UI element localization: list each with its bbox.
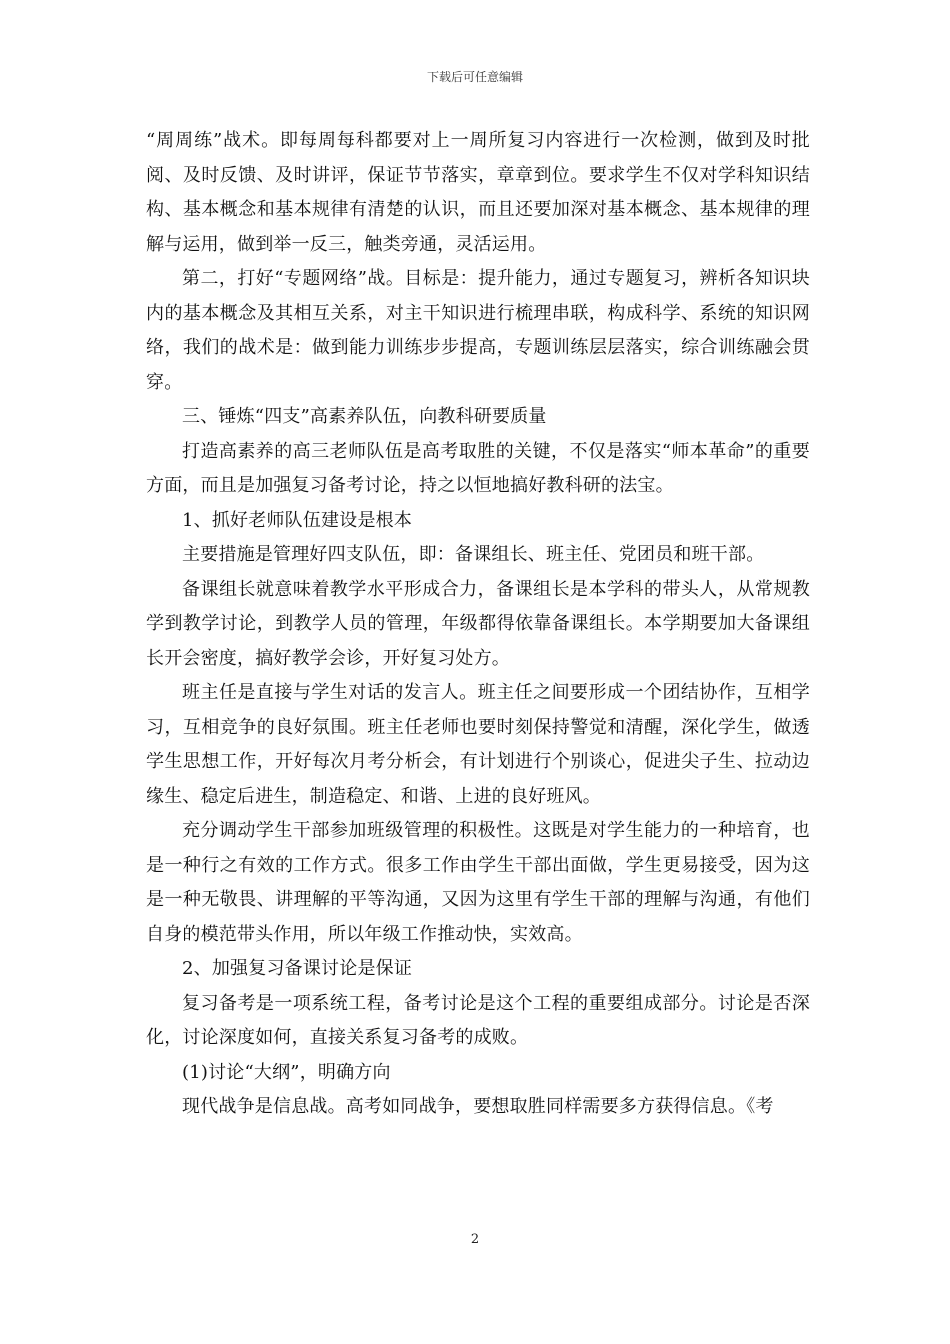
paragraph: 第二，打好“专题网络”战。目标是：提升能力，通过专题复习，辨析各知识块内的基本概念及其相互关系，对主干知识进行梳理串联，构成科学、系统的知识网络，我们的战术是：做到能力训练步步提高，专题训练层层落实，综合训练融会贯穿。 <box>146 268 810 393</box>
document-body <box>146 124 810 1125</box>
item-heading: (1)讨论“大纲”，明确方向 <box>182 1061 391 1083</box>
paragraph: 现代战争是信息战。高考如同战争，要想取胜同样需要多方获得信息。《考 <box>182 1096 774 1117</box>
paragraph: 备课组长就意味着教学水平形成合力，备课组长是本学科的带头人，从常规教学到教学讨论，到教学人员的管理，年级都得依靠备课组长。本学期要加大备课组长开会密度，搞好教学会诊，开好复习处方。 <box>146 578 810 669</box>
paragraph: 充分调动学生干部参加班级管理的积极性。这既是对学生能力的一种培育，也是一种行之有效的工作方式。很多工作由学生干部出面做，学生更易接受，因为这是一种无敬畏、讲理解的平等沟通，又因为这里有学生干部的理解与沟通，有他们自身的模范带头作用，所以年级工作推动快，实效高。 <box>146 820 810 945</box>
paragraph: 班主任是直接与学生对话的发言人。班主任之间要形成一个团结协作，互相学习，互相竞争的良好氛围。班主任老师也要时刻保持警觉和清醒，深化学生，做透学生思想工作，开好每次月考分析会，有计划进行个别谈心，促进尖子生、拉动边缘生、稳定后进生，制造稳定、和谐、上进的良好班风。 <box>146 682 810 807</box>
paragraph: “周周练”战术。即每周每科都要对上一周所复习内容进行一次检测，做到及时批阅、及时反馈、及时讲评，保证节节落实，章章到位。要求学生不仅对学科知识结构、基本概念和基本规律有清楚的认识，而且还要加深对基本概念、基本规律的理解与运用，做到举一反三，触类旁通，灵活运用。 <box>146 130 810 255</box>
paragraph: 复习备考是一项系统工程，备考讨论是这个工程的重要组成部分。讨论是否深化，讨论深度如何，直接关系复习备考的成败。 <box>146 992 810 1048</box>
page-header: 下载后可任意编辑 <box>426 70 523 84</box>
paragraph: 主要措施是管理好四支队伍，即：备课组长、班主任、党团员和班干部。 <box>182 544 765 565</box>
subsection-heading: 1、抓好老师队伍建设是根本 <box>182 509 413 531</box>
section-heading: 三、锤炼“四支”高素养队伍，向教科研要质量 <box>182 406 547 427</box>
subsection-heading: 2、加强复习备课讨论是保证 <box>182 958 413 979</box>
paragraph: 打造高素养的高三老师队伍是高考取胜的关键，不仅是落实“师本革命”的重要方面，而且是加强复习备考讨论，持之以恒地搞好教科研的法宝。 <box>146 440 810 496</box>
page-number: 2 <box>470 1232 480 1247</box>
